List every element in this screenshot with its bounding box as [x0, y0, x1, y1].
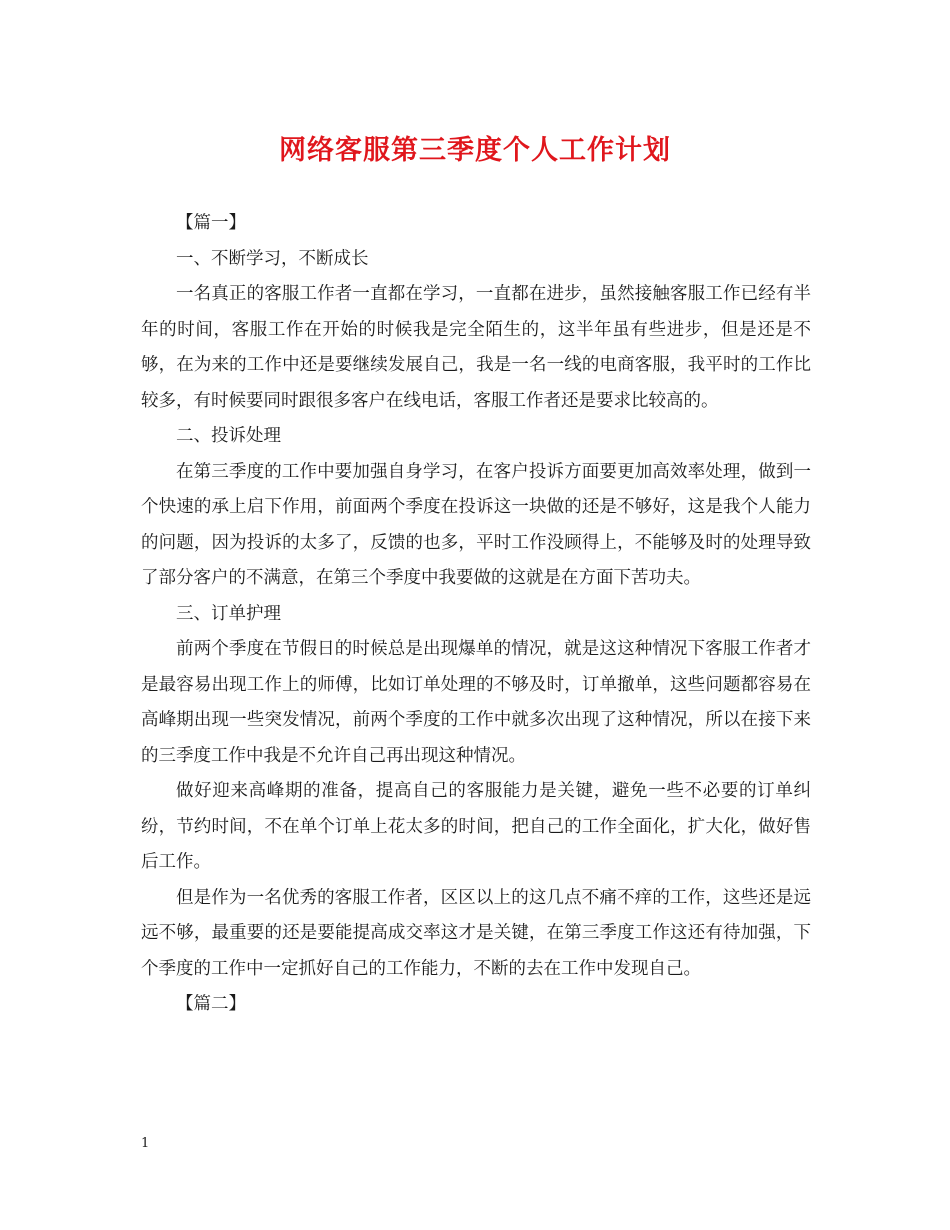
- body-paragraph: 一名真正的客服工作者一直都在学习，一直都在进步，虽然接触客服工作已经有半年的时间，客服工作在开始的时候我是完全陌生的，这半年虽有些进步，但是还是不够，在为来的工作中还是要继续发展自己，我是一名一线的电商客服，我平时的工作比较多，有时候要同时跟很多客户在线电话，客服工作者还是要求比较高的。: [141, 284, 811, 411]
- document-body: [141, 206, 811, 1023]
- section-marker-part-one: 【篇一】: [176, 213, 246, 233]
- body-paragraph: 但是作为一名优秀的客服工作者，区区以上的这几点不痛不痒的工作，这些还是远远不够，最重要的还是要能提高成交率这才是关键，在第三季度工作这还有待加强，下个季度的工作中一定抓好自己的工作能力，不断的去在工作中发现自己。: [141, 887, 811, 979]
- page-number: 1: [141, 1136, 150, 1151]
- body-paragraph: 前两个季度在节假日的时候总是出现爆单的情况，就是这这种情况下客服工作者才是最容易出现工作上的师傅，比如订单处理的不够及时，订单撤单，这些问题都容易在高峰期出现一些突发情况，前两个季度的工作中就多次出现了这种情况，所以在接下来的三季度工作中我是不允许自己再出现这种情况。: [141, 639, 811, 766]
- section-heading-2: 二、投诉处理: [176, 426, 281, 446]
- document-title: 网络客服第三季度个人工作计划: [279, 135, 671, 166]
- body-paragraph: 在第三季度的工作中要加强自身学习，在客户投诉方面要更加高效率处理，做到一个快速的承上启下作用，前面两个季度在投诉这一块做的还是不够好，这是我个人能力的问题，因为投诉的太多了，反馈的也多，平时工作没顾得上，不能够及时的处理导致了部分客户的不满意，在第三个季度中我要做的这就是在方面下苦功夫。: [141, 461, 811, 588]
- section-heading-3: 三、订单护理: [176, 603, 281, 624]
- section-heading-1: 一、不断学习，不断成长: [176, 248, 369, 269]
- section-marker-part-two: 【篇二】: [176, 994, 246, 1014]
- body-paragraph: 做好迎来高峰期的准备，提高自己的客服能力是关键，避免一些不必要的订单纠纷，节约时间，不在单个订单上花太多的时间，把自己的工作全面化，扩大化，做好售后工作。: [141, 781, 811, 872]
